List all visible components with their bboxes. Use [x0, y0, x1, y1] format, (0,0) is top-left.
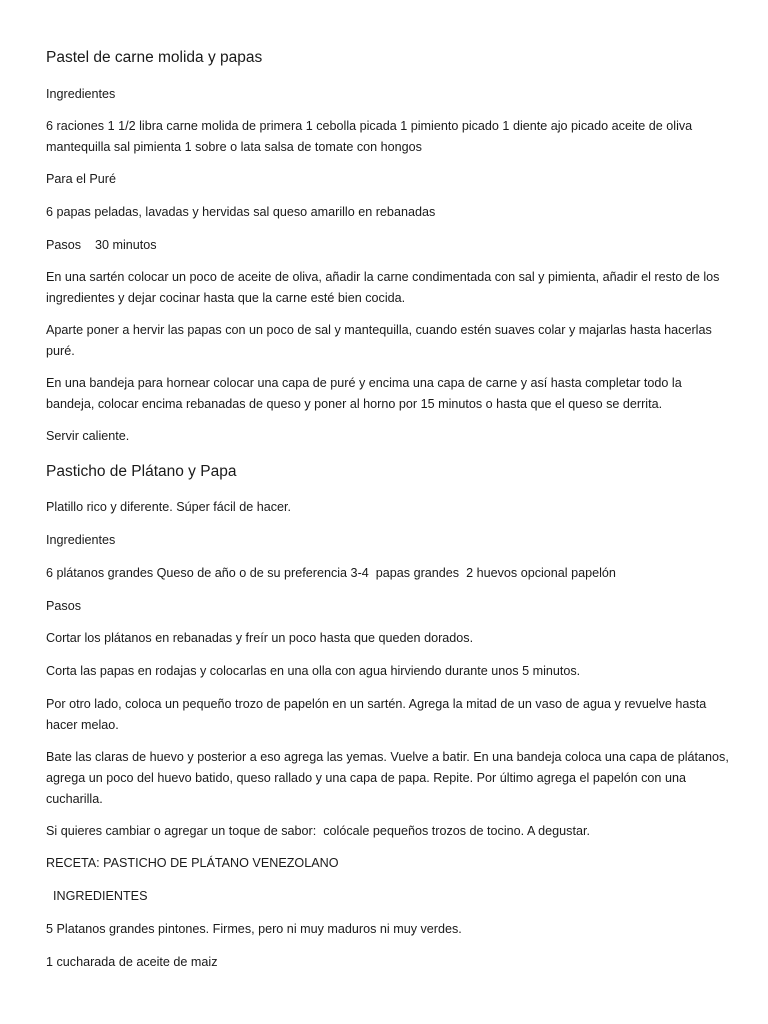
recipe2-step4-line1: Bate las claras de huevo y posterior a eso agrega las yemas. Vuelve a batir. En una bandeja coloca una capa de plátanos, — [46, 750, 729, 764]
recipe2-step4-line3: cucharilla. — [46, 792, 103, 806]
recipe1-step3-line2: bandeja, colocar encima rebanadas de queso y poner al horno por 15 minutos o hasta que el queso se derrita. — [46, 397, 663, 411]
recipe3-ingredients-heading: INGREDIENTES — [46, 889, 148, 903]
recipe1-puree-ingredients: 6 papas peladas, lavadas y hervidas sal queso amarillo en rebanadas — [46, 205, 436, 219]
recipe2-title: Pasticho de Plátano y Papa — [46, 463, 237, 480]
recipe2-step1: Cortar los plátanos en rebanadas y freír un poco hasta que queden dorados. — [46, 631, 474, 645]
recipe2-ingredients-heading: Ingredientes — [46, 533, 116, 547]
recipe3-title: RECETA: PASTICHO DE PLÁTANO VENEZOLANO — [46, 856, 339, 870]
recipe3-item2: 1 cucharada de aceite de maiz — [46, 955, 218, 969]
recipe2-steps-heading: Pasos — [46, 599, 82, 613]
recipe1-ingredients-heading: Ingredientes — [46, 87, 116, 101]
recipe2-step4-line2: agrega un poco del huevo batido, queso rallado y una capa de papa. Repite. Por último agrega el papelón con una — [46, 771, 686, 785]
recipe1-steps-heading: Pasos 30 minutos — [46, 238, 157, 252]
recipe1-ingredients-line1: 6 raciones 1 1/2 libra carne molida de primera 1 cebolla picada 1 pimiento picado 1 diente ajo picado aceite de oliva — [46, 119, 693, 133]
recipe2-ingredients: 6 plátanos grandes Queso de año o de su preferencia 3-4 papas grandes 2 huevos opcional papelón — [46, 566, 616, 580]
recipe2-step3-line2: hacer melao. — [46, 718, 119, 732]
recipe1-step2-line2: puré. — [46, 344, 75, 358]
recipe1-serve: Servir caliente. — [46, 429, 130, 443]
recipe2-step2: Corta las papas en rodajas y colocarlas en una olla con agua hirviendo durante unos 5 minutos. — [46, 664, 581, 678]
recipe1-ingredients-line2: mantequilla sal pimienta 1 sobre o lata salsa de tomate con hongos — [46, 140, 422, 154]
recipe1-title: Pastel de carne molida y papas — [46, 49, 263, 66]
recipe2-intro: Platillo rico y diferente. Súper fácil de hacer. — [46, 500, 292, 514]
recipe2-tip: Si quieres cambiar o agregar un toque de sabor: colócale pequeños trozos de tocino. A degustar. — [46, 824, 590, 838]
recipe1-step1-line2: ingredientes y dejar cocinar hasta que la carne esté bien cocida. — [46, 291, 406, 305]
recipe1-step1-line1: En una sartén colocar un poco de aceite de oliva, añadir la carne condimentada con sal y pimienta, añadir el resto de los — [46, 270, 720, 284]
recipe1-puree-heading: Para el Puré — [46, 172, 117, 186]
recipe2-step3-line1: Por otro lado, coloca un pequeño trozo de papelón en un sartén. Agrega la mitad de un vaso de agua y revuelve hasta — [46, 697, 707, 711]
recipe1-step2-line1: Aparte poner a hervir las papas con un poco de sal y mantequilla, cuando estén suaves colar y majarlas hasta hacerlas — [46, 323, 712, 337]
recipe3-item1: 5 Platanos grandes pintones. Firmes, pero ni muy maduros ni muy verdes. — [46, 922, 462, 936]
recipe1-step3-line1: En una bandeja para hornear colocar una capa de puré y encima una capa de carne y así hasta completar todo la — [46, 376, 682, 390]
